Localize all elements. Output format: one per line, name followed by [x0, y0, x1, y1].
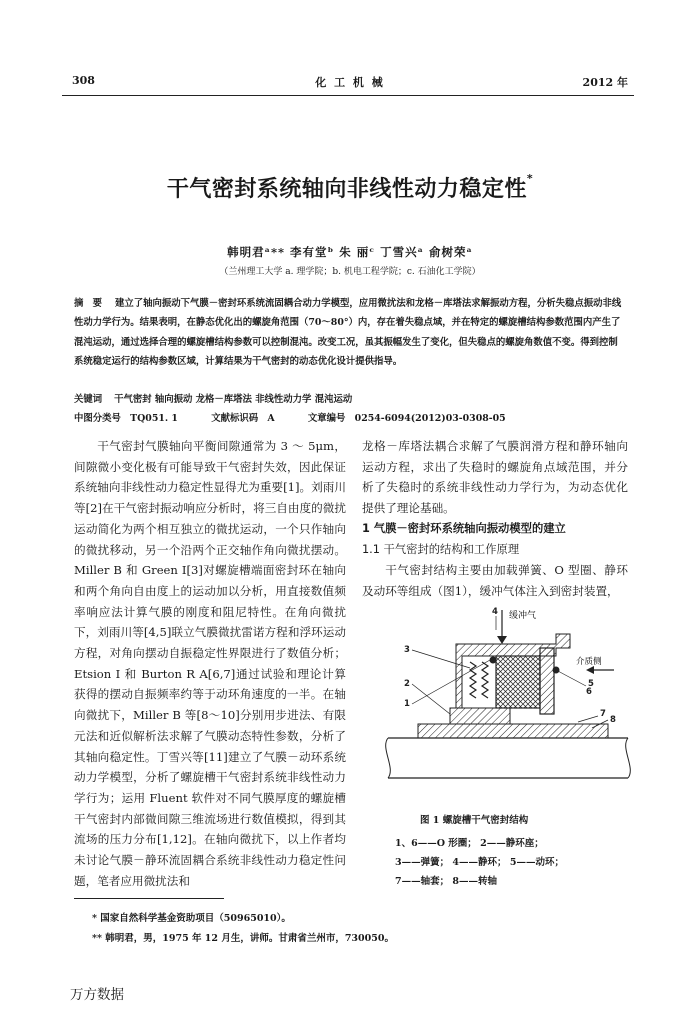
figure-label: 1	[404, 699, 410, 709]
spring	[470, 662, 476, 698]
figure-label: 8	[610, 715, 616, 725]
figure-label: 4	[492, 607, 498, 617]
figure-label: 2	[404, 679, 410, 689]
rotating-ring	[540, 648, 554, 714]
left-paragraph: 干气密封气膜轴向平衡间隙通常为 3 ～ 5μm，间隙微小变化极有可能导致干气密封失效，因此保证系统轴向非线性动力稳定性显得尤为重要[1]。刘雨川等[2]在干气密封振动响应分析时，将三自由度的微扰运动简化为两个相互独立的微扰运动，一个只作轴向的微扰移动，另一个沿两个正交轴作角向微扰摆动。Miller B 和 Green I[3]对螺旋槽端面密封环在轴向和两个角向自由度上的运动加以分析，用直接数值频率响应法计算气膜的刚度和阻尼特性。在角向微扰下，刘雨川等[4,5]联立气膜微扰雷诺方程和浮环运动方程，对角向摆动自振稳定性界限进行了数值分析；Etsion I 和 Burton R A[6,7]通过试验和理论计算获得的摆动自振频率约等于动环角速度的一半。在轴向微扰下，Miller B 等[8～10]分别用步进法、有限元法和近似解析法求解了气膜动态特性参数，分析了其轴向稳定性。丁雪兴等[11]建立了气膜－动环系统动力学模型，分析了螺旋槽干气密封系统非线性动力学行为；运用 Fluent 软件对不同气膜厚度的螺旋槽干气密封内部微间隙三维流场进行数值模拟，得到其流场的压力分布[1,12]。在轴向微扰下，以上作者均未讨论气膜－静环流固耦合系统非线性动力稳定性问题，笔者应用微扰法和	[74, 439, 346, 888]
article-no-value: 0254-6094(2012)03-0308-05	[354, 413, 506, 424]
right-paragraph-1: 龙格－库塔法耦合求解了气膜润滑方程和静环轴向运动方程，求出了失稳时的螺旋角点域范围，并分析了失稳时的系统非线性动力学行为，为动态优化提供了理论基础。	[362, 439, 628, 516]
author-list: 韩明君ᵃ** 李有堂ᵇ 朱 丽ᶜ 丁雪兴ᵃ 俞树荣ᵃ	[227, 245, 473, 259]
right-paragraph-2: 干气密封结构主要由加载弹簧、O 型圈、静环及动环等组成（图1），缓冲气体注入到密封装置，	[362, 563, 628, 598]
legend-line: 7——轴套； 8——转轴	[395, 876, 498, 887]
paper-title: 干气密封系统轴向非线性动力稳定性*	[166, 172, 534, 202]
classification-line	[74, 410, 506, 424]
buffer-gas-arrow	[497, 636, 507, 644]
section-1-1-heading: 1.1 干气密封的结构和工作原理	[362, 542, 520, 556]
title-footnote-mark: *	[526, 172, 534, 185]
abstract-text: 建立了轴向振动下气膜－密封环系统流固耦合动力学模型，应用微扰法和龙格－库塔法求解振动方程，分析失稳点振动非线性动力学行为。结果表明，在静态优化出的螺旋角范围（70～80°）内，存在着失稳点域，并在特定的螺旋槽结构参数范围内产生了混沌运动，通过选择合理的螺旋槽结构参数可以控制混沌。改变工况，虽其振幅发生了变化，但失稳点的螺旋角数值不变。得到控制系统稳定运行的结构参数区域，计算结果为干气密封的动态优化设计提供指导。	[74, 298, 622, 368]
figure-label: 3	[404, 645, 410, 655]
year: 2012 年	[582, 76, 628, 89]
doc-code-value: A	[267, 413, 275, 424]
journal-name: 化 工 机 械	[315, 76, 385, 89]
figure-1-legend	[395, 834, 564, 891]
figure-label: 7	[600, 709, 606, 719]
legend-line: 1、6——O 形圈； 2——静环座；	[395, 838, 544, 849]
footnote-author: ** 韩明君，男，1975 年 12 月生，讲师。甘肃省兰州市，730050。	[92, 933, 394, 944]
affiliation: （兰州理工大学 a. 理学院；b. 机电工程学院；c. 石油化工学院）	[219, 267, 481, 277]
legend-line: 3——弹簧； 4——静环； 5——动环；	[395, 857, 564, 868]
clc-value: TQ051. 1	[130, 413, 178, 424]
header-rule	[62, 95, 634, 96]
left-column	[74, 436, 346, 891]
keywords-text: 干气密封 轴向振动 龙格－库塔法 非线性动力学 混沌运动	[114, 394, 353, 405]
watermark: 万方数据	[70, 987, 124, 1003]
clc-label: 中图分类号	[74, 413, 121, 424]
figure-1-seal-structure	[378, 604, 638, 804]
right-column	[362, 436, 628, 602]
doc-code-label: 文献标识码	[211, 413, 259, 424]
figure-label: 6	[586, 687, 592, 697]
keywords-label: 关键词	[74, 394, 103, 405]
footnote-rule	[74, 898, 224, 899]
seat-ring	[450, 708, 510, 724]
keywords	[74, 391, 352, 405]
article-no-label: 文章编号	[307, 413, 346, 424]
buffer-gas-label: 缓冲气	[509, 611, 537, 621]
page-number: 308	[72, 74, 95, 87]
shaft-sleeve	[418, 724, 608, 738]
abstract-label: 摘 要	[74, 298, 106, 309]
abstract	[74, 294, 626, 372]
medium-side-label: 介质侧	[576, 657, 602, 667]
section-1-heading: 1 气膜－密封环系统轴向振动模型的建立	[362, 521, 566, 535]
figure-1-caption: 图 1 螺旋槽干气密封结构	[420, 815, 529, 826]
o-ring	[490, 657, 497, 664]
footnote-funding: * 国家自然科学基金资助项目（50965010）。	[92, 913, 291, 924]
stationary-ring	[496, 656, 540, 708]
figure-label: 5	[588, 679, 594, 689]
shaft	[388, 738, 628, 778]
